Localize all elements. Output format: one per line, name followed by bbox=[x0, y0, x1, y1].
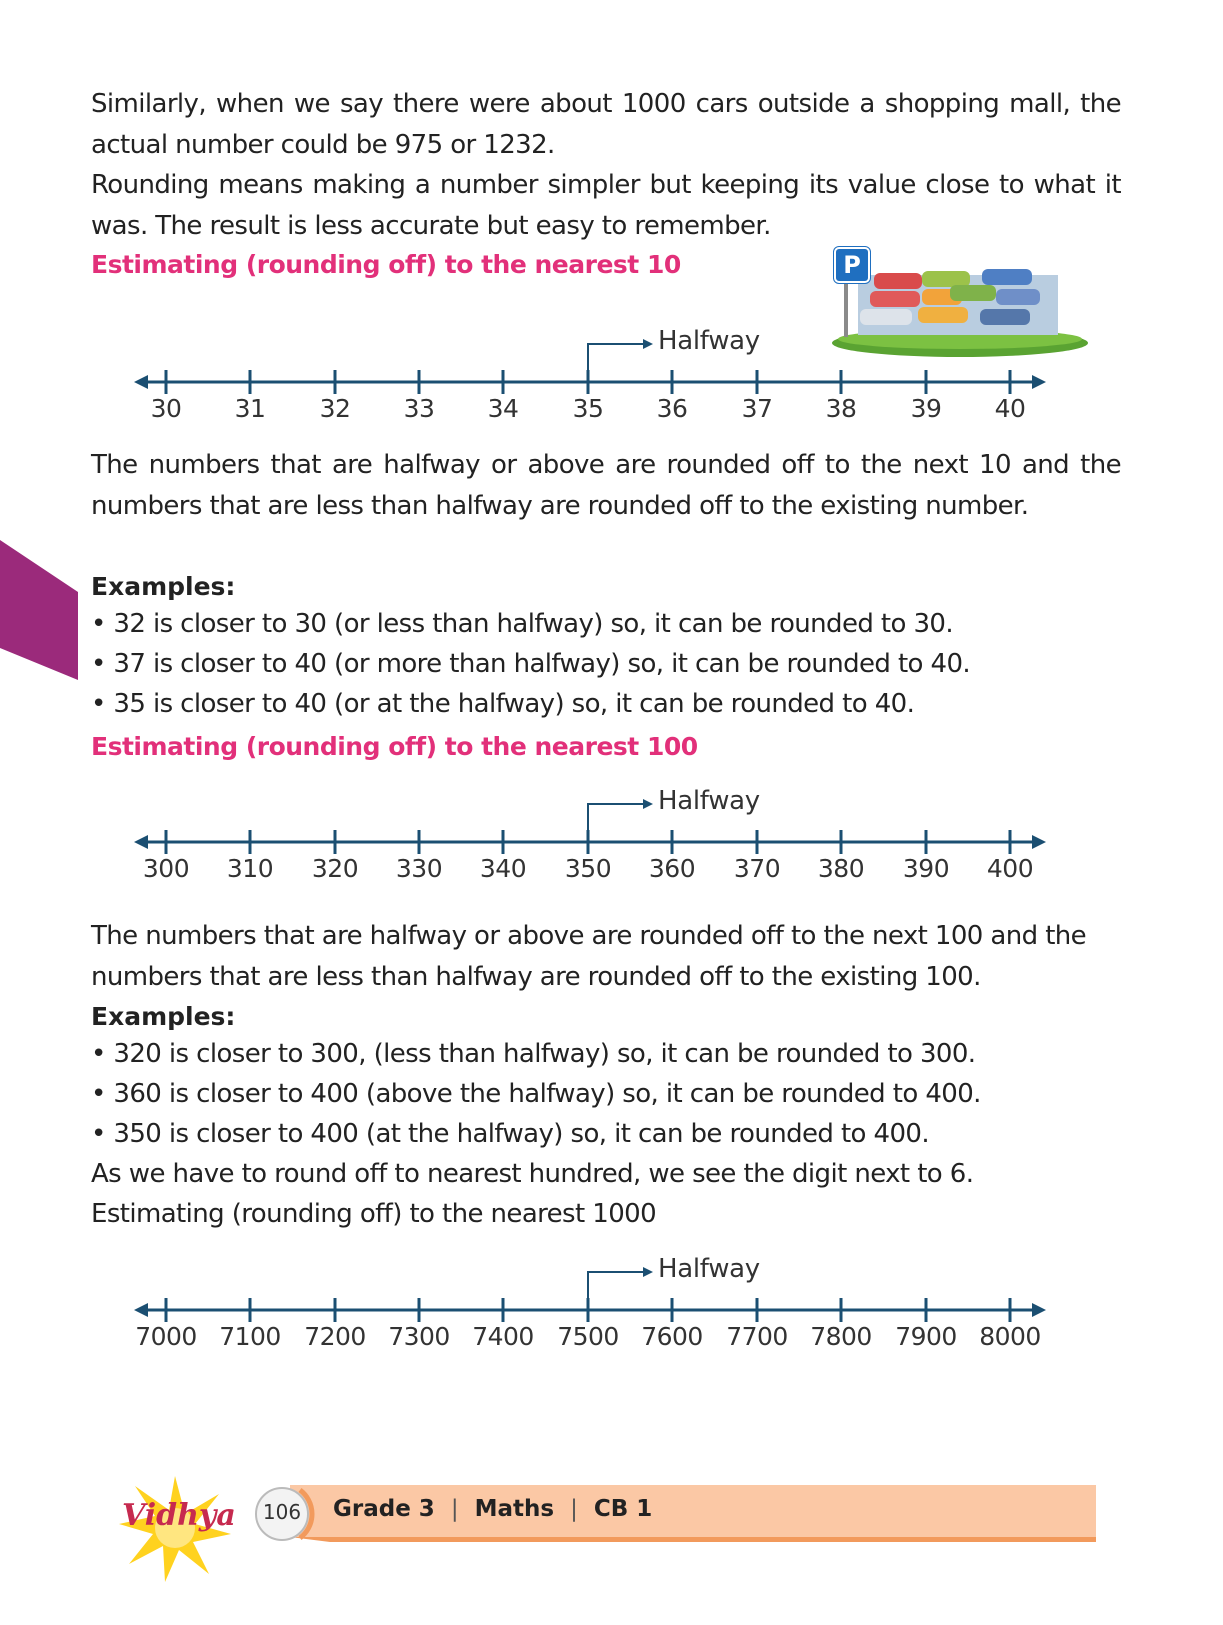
number-line-1000-graphic bbox=[0, 1258, 1223, 1368]
example-10-1: • 32 is closer to 30 (or less than halfway) so, it can be rounded to 30. bbox=[91, 609, 954, 639]
tick-label: 7700 bbox=[726, 1322, 788, 1351]
halfway-label: Halfway bbox=[658, 1254, 760, 1284]
tick-label: 340 bbox=[479, 854, 527, 883]
halfway-label: Halfway bbox=[658, 786, 760, 816]
tick-label: 7300 bbox=[388, 1322, 450, 1351]
tick-label: 400 bbox=[986, 854, 1034, 883]
tick-label: 7400 bbox=[472, 1322, 534, 1351]
footer-book: CB 1 bbox=[593, 1496, 653, 1522]
tick-label: 7900 bbox=[895, 1322, 957, 1351]
rule-nearest-10: The numbers that are halfway or above are rounded off to the next 10 and the numbers that are less than halfway are rounded off to the existing number. bbox=[91, 450, 1121, 521]
tick-label: 300 bbox=[142, 854, 190, 883]
page-number: 106 bbox=[262, 1500, 302, 1524]
tick-label: 31 bbox=[234, 394, 266, 423]
tick-label: 37 bbox=[741, 394, 773, 423]
tick-label: 38 bbox=[825, 394, 857, 423]
halfway-label: Halfway bbox=[658, 326, 760, 356]
tick-label: 36 bbox=[656, 394, 688, 423]
tick-label: 7600 bbox=[641, 1322, 703, 1351]
tick-label: 350 bbox=[564, 854, 612, 883]
tick-label: 7200 bbox=[304, 1322, 366, 1351]
number-line-nearest-1000 bbox=[0, 1254, 1223, 1368]
rounding-note: As we have to round off to nearest hundred, we see the digit next to 6. bbox=[91, 1159, 974, 1189]
intro-paragraph-2: Rounding means making a number simpler but keeping its value close to what it was. The result is less accurate but easy to remember. bbox=[91, 170, 1121, 241]
number-line-nearest-100 bbox=[0, 786, 1223, 900]
examples-label-100: Examples: bbox=[91, 1002, 236, 1031]
footer-book-info bbox=[333, 1496, 652, 1522]
number-line-10-graphic bbox=[0, 330, 1223, 440]
example-100-1: • 320 is closer to 300, (less than halfway) so, it can be rounded to 300. bbox=[91, 1039, 976, 1069]
tick-label: 35 bbox=[572, 394, 604, 423]
number-line-100-graphic bbox=[0, 790, 1223, 900]
intro-paragraph-1: Similarly, when we say there were about 1000 cars outside a shopping mall, the actual number could be 975 or 1232. bbox=[91, 89, 1121, 160]
parking-sign bbox=[834, 247, 870, 283]
parking-sign-letter: P bbox=[843, 251, 861, 279]
tick-label: 7500 bbox=[557, 1322, 619, 1351]
example-10-3: • 35 is closer to 40 (or at the halfway) so, it can be rounded to 40. bbox=[91, 689, 915, 719]
page-footer bbox=[0, 1470, 1223, 1590]
tick-label: 33 bbox=[403, 394, 435, 423]
number-line-nearest-10 bbox=[0, 326, 1223, 440]
tick-label: 7100 bbox=[219, 1322, 281, 1351]
tick-label: 320 bbox=[311, 854, 359, 883]
vidhya-logo: Vidhya bbox=[122, 1498, 236, 1533]
example-10-2: • 37 is closer to 40 (or more than halfway) so, it can be rounded to 40. bbox=[91, 649, 971, 679]
footer-separator: | bbox=[570, 1496, 578, 1522]
tick-label: 39 bbox=[910, 394, 942, 423]
heading-nearest-1000: Estimating (rounding off) to the nearest 1000 bbox=[91, 1199, 657, 1229]
tick-label: 30 bbox=[150, 394, 182, 423]
footer-subject: Maths bbox=[474, 1496, 555, 1522]
tick-label: 34 bbox=[487, 394, 519, 423]
rule-nearest-100: The numbers that are halfway or above are rounded off to the next 100 and the numbers that are less than halfway are rounded off to the existing 100. bbox=[91, 921, 1087, 992]
purple-side-tab bbox=[0, 540, 92, 680]
tick-label: 380 bbox=[817, 854, 865, 883]
heading-nearest-10: Estimating (rounding off) to the nearest 10 bbox=[91, 250, 681, 279]
tick-label: 7800 bbox=[810, 1322, 872, 1351]
tick-label: 310 bbox=[226, 854, 274, 883]
tick-label: 390 bbox=[902, 854, 950, 883]
tick-label: 330 bbox=[395, 854, 443, 883]
examples-label-10: Examples: bbox=[91, 572, 236, 601]
example-100-3: • 350 is closer to 400 (at the halfway) so, it can be rounded to 400. bbox=[91, 1119, 930, 1149]
heading-nearest-100: Estimating (rounding off) to the nearest 100 bbox=[91, 732, 698, 761]
example-100-2: • 360 is closer to 400 (above the halfway) so, it can be rounded to 400. bbox=[91, 1079, 981, 1109]
tick-label: 360 bbox=[648, 854, 696, 883]
footer-grade: Grade 3 bbox=[333, 1496, 435, 1522]
footer-separator: | bbox=[450, 1496, 459, 1522]
tick-label: 40 bbox=[994, 394, 1026, 423]
tick-label: 370 bbox=[733, 854, 781, 883]
tick-label: 32 bbox=[319, 394, 351, 423]
tick-label: 7000 bbox=[135, 1322, 197, 1351]
tick-label: 8000 bbox=[979, 1322, 1041, 1351]
